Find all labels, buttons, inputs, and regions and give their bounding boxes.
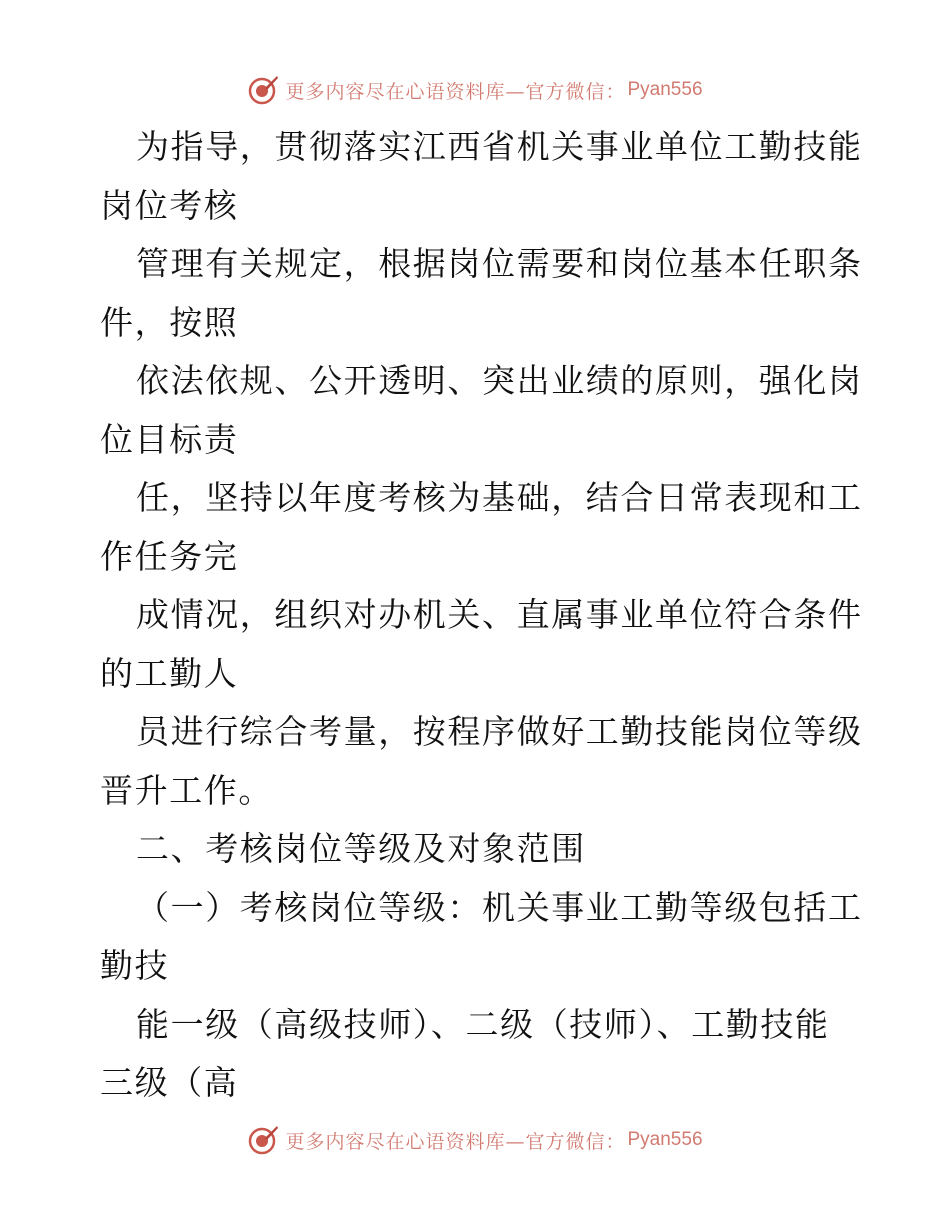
text-line: 能一级（高级技师）、二级（技师）、工勤技能 [136, 1004, 830, 1044]
text-line: 为指导，贯彻落实江西省机关事业单位工勤技能 [136, 127, 863, 166]
text-line: 勤技 [100, 946, 170, 985]
text-line: 成情况，组织对办机关、直属事业单位符合条件 [136, 595, 863, 634]
text-line: （一）考核岗位等级：机关事业工勤等级包括工 [136, 887, 863, 927]
text-line: 晋升工作。 [100, 770, 273, 810]
text-line: 员进行综合考量，按程序做好工勤技能岗位等级 [136, 712, 863, 751]
text-line: 三级（高 [100, 1063, 239, 1102]
text-line: 管理有关规定，根据岗位需要和岗位基本任职条 [136, 244, 863, 283]
watermark-wechat-id: Pyan556 [627, 79, 703, 100]
text-line: 的工勤人 [100, 653, 239, 693]
red-pen-seal-icon [247, 74, 279, 106]
text-line: 任，坚持以年度考核为基础，结合日常表现和工 [136, 478, 863, 517]
red-pen-seal-icon [247, 1124, 279, 1156]
text-line: 二、考核岗位等级及对象范围 [136, 829, 586, 868]
watermark-header [0, 70, 950, 110]
text-line: 依法依规、公开透明、突出业绩的原则，强化岗 [136, 361, 863, 400]
watermark-wechat-id: Pyan556 [627, 1129, 703, 1150]
text-line: 岗位考核 [100, 185, 239, 225]
document-body [100, 118, 863, 1113]
text-line: 作任务完 [100, 536, 239, 576]
text-line: 件，按照 [100, 302, 239, 342]
watermark-text: 更多内容尽在心语资料库—官方微信： [285, 80, 626, 103]
watermark-footer [0, 1120, 950, 1160]
text-line: 位目标责 [100, 419, 239, 459]
watermark-text: 更多内容尽在心语资料库—官方微信： [285, 1130, 626, 1153]
